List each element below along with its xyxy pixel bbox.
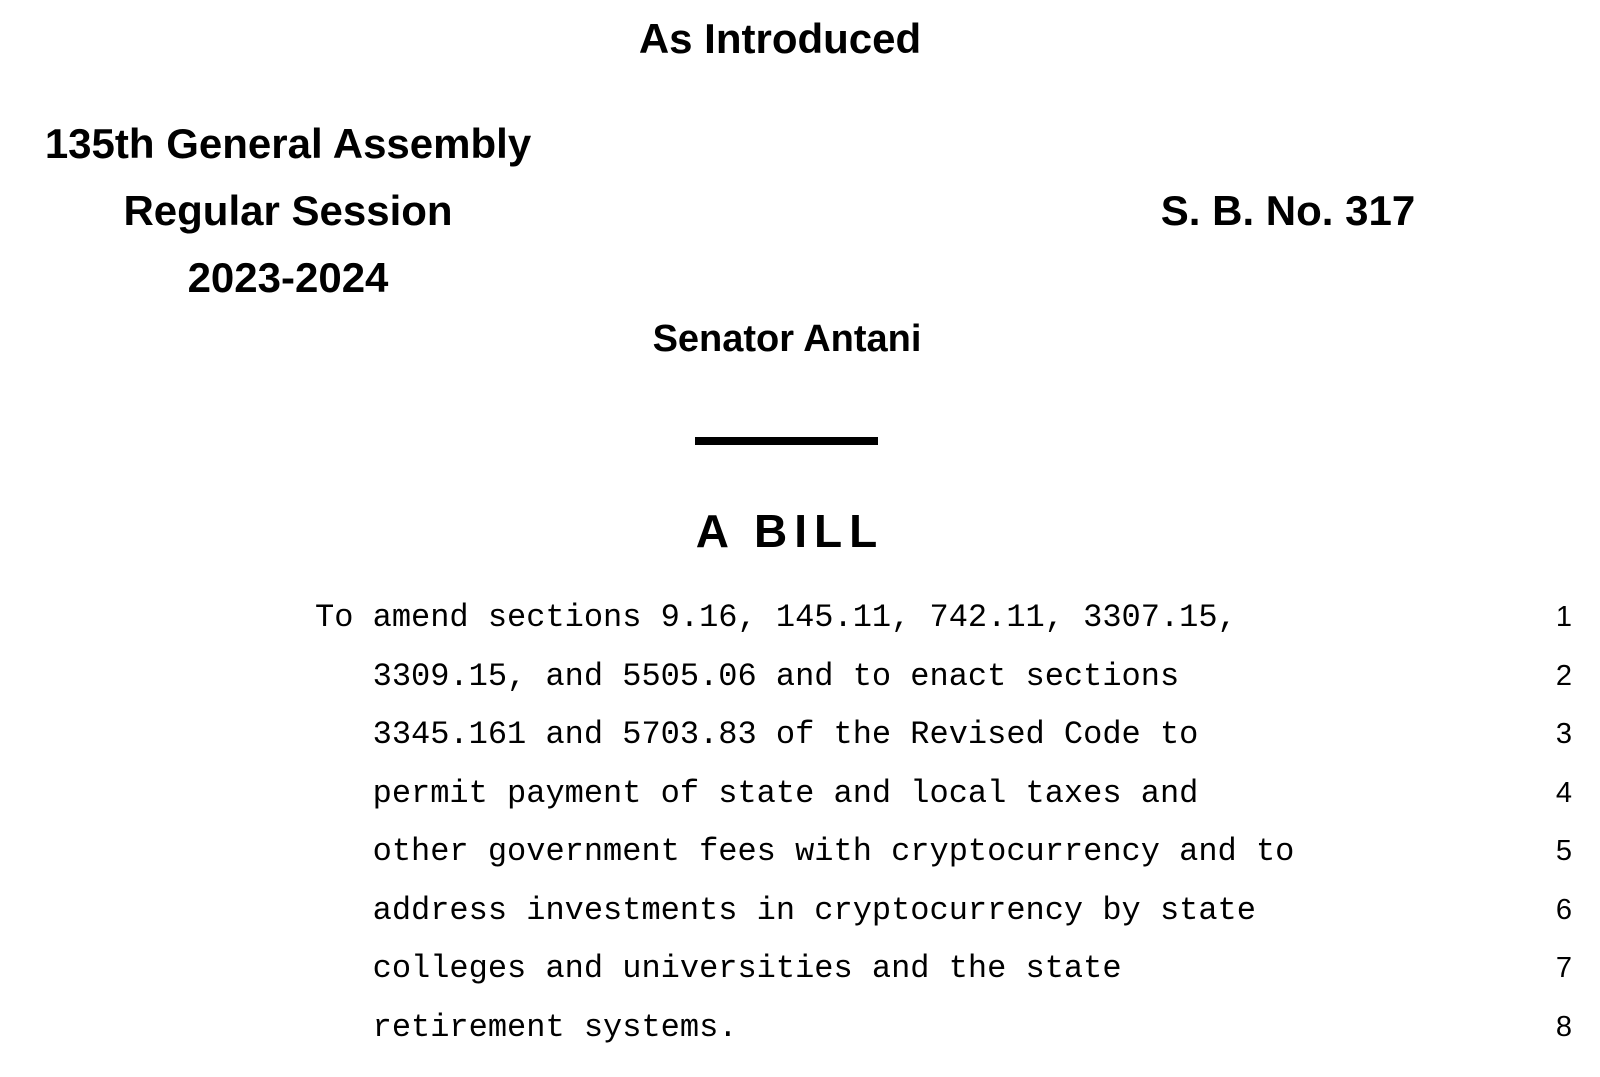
bill-line-text: 3309.15, and 5505.06 and to enact sections: [372, 657, 1180, 695]
bill-line-text: permit payment of state and local taxes and: [372, 774, 1199, 812]
session-name: Regular Session: [123, 187, 453, 234]
bill-text-block: [315, 588, 1572, 1056]
bill-line-text: address investments in cryptocurrency by state: [372, 891, 1256, 929]
bill-line: [315, 705, 1572, 764]
bill-number: S. B. No. 317: [1160, 187, 1416, 234]
bill-heading: A BILL: [695, 505, 885, 557]
line-number: 6: [1555, 893, 1572, 926]
bill-line-text: retirement systems.: [372, 1008, 738, 1046]
session-years: 2023-2024: [187, 254, 389, 301]
bill-line-text: To amend sections 9.16, 145.11, 742.11, 3307.15,: [315, 599, 1237, 636]
line-number: 1: [1555, 601, 1572, 633]
sponsor-name: Senator Antani: [652, 318, 922, 360]
bill-line: [315, 764, 1572, 823]
bill-line-text: other government fees with cryptocurrency and to: [372, 833, 1295, 870]
bill-line: [315, 939, 1572, 998]
divider-rule: [695, 437, 878, 445]
bill-line: [315, 998, 1572, 1057]
bill-line-text: 3345.161 and 5703.83 of the Revised Code to: [372, 716, 1199, 753]
assembly-name: 135th General Assembly: [44, 120, 532, 167]
bill-line: [315, 647, 1572, 706]
assembly-header: [45, 110, 531, 311]
line-number: 3: [1555, 718, 1572, 750]
line-number: 5: [1555, 835, 1572, 867]
line-number: 4: [1555, 776, 1572, 809]
line-number: 8: [1555, 1010, 1572, 1043]
line-number: 2: [1555, 659, 1572, 692]
bill-line: [315, 881, 1572, 940]
bill-line: [315, 588, 1572, 647]
status-line: As Introduced: [638, 15, 922, 62]
line-number: 7: [1555, 952, 1572, 984]
bill-line-text: colleges and universities and the state: [372, 950, 1122, 987]
bill-line: [315, 822, 1572, 881]
